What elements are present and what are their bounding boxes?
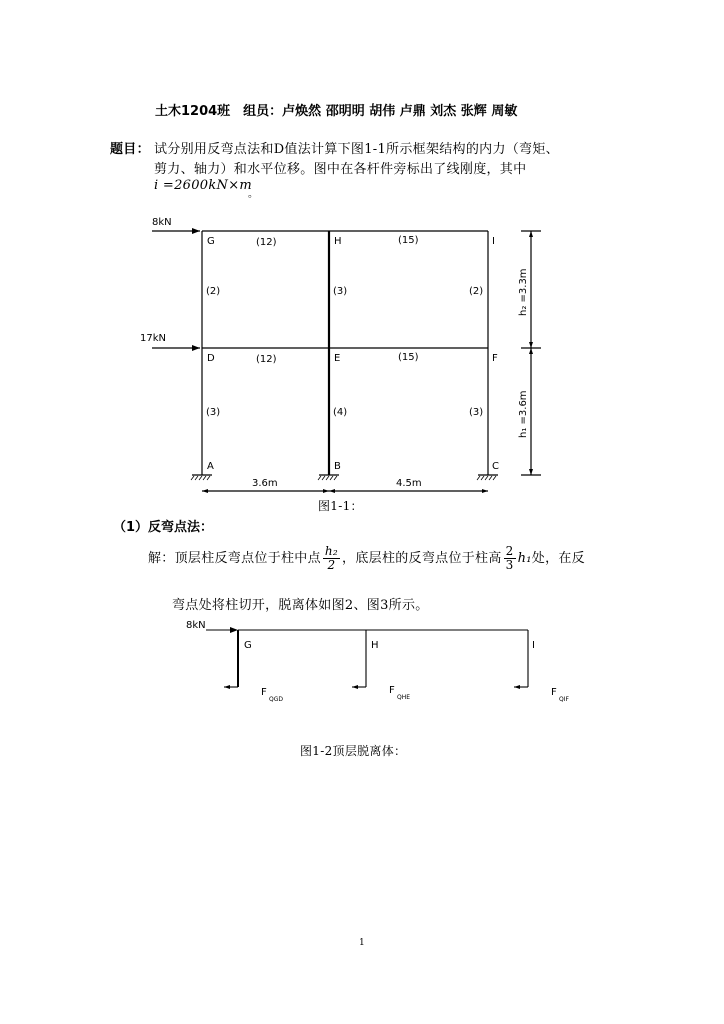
stiff-bot-col-left: (3) — [206, 407, 221, 418]
node-F: F — [492, 353, 498, 364]
stiff-bot-beam-left: (12) — [256, 354, 277, 365]
node-E: E — [334, 353, 341, 364]
stiff-bot-beam-right: (15) — [398, 352, 419, 363]
stiff-top-col-right: (2) — [469, 286, 484, 297]
node-D: D — [207, 353, 215, 364]
problem-line-1: 试分别用反弯点法和D值法计算下图1-1所示框架结构的内力（弯矩、 — [154, 142, 559, 157]
frac1-numerator: h₂ — [324, 544, 339, 558]
figure2-caption: 图1-2顶层脱离体： — [300, 744, 407, 758]
solution-line-1 — [148, 545, 585, 572]
stiff-top-beam-left: (12) — [256, 237, 277, 248]
frac2-numerator: 2 — [505, 544, 514, 558]
figure1-caption: 图1-1： — [318, 499, 363, 513]
problem-line-2: 剪力、轴力）和水平位移。图中在各杆件旁标出了线刚度，其中 — [154, 162, 527, 177]
problem-dot: 。 — [248, 189, 259, 200]
fraction-2-over-3 — [504, 545, 516, 572]
problem-label: 题目： — [110, 142, 150, 157]
node-H: H — [334, 236, 342, 247]
fbd-node-H: H — [371, 640, 379, 651]
fbd-force-3-sub: QIF — [559, 696, 569, 703]
span-right-label: 4.5m — [396, 478, 422, 489]
fbd-force-1: F — [261, 687, 267, 698]
header-title: 土木1204班 组员：卢焕然 邵明明 胡伟 卢鼎 刘杰 张辉 周敏 — [155, 104, 518, 119]
fraction-h2-over-2 — [323, 545, 340, 572]
height-bottom-label: h₁ =3.6m — [518, 390, 529, 438]
solution-h1: h₁ — [517, 551, 532, 566]
node-C: C — [492, 461, 499, 472]
stiff-bot-col-right: (3) — [469, 407, 484, 418]
fbd-load-label: 8kN — [186, 620, 206, 631]
load-top-label: 8kN — [152, 217, 172, 228]
load-mid-label: 17kN — [140, 333, 166, 344]
solution-line-2: 弯点处将柱切开，脱离体如图2、图3所示。 — [172, 598, 429, 613]
node-I: I — [492, 236, 495, 247]
node-A: A — [207, 461, 214, 472]
frac1-denominator: 2 — [327, 558, 336, 572]
section-title: （1）反弯点法： — [113, 520, 214, 535]
stiff-top-beam-right: (15) — [398, 235, 419, 246]
node-B: B — [334, 461, 341, 472]
fbd-force-1-sub: QGD — [269, 696, 283, 703]
fbd-force-3: F — [551, 687, 557, 698]
stiff-top-col-mid: (3) — [333, 286, 348, 297]
page-number: 1 — [359, 938, 365, 948]
frac2-denominator: 3 — [505, 558, 514, 572]
stiff-bot-col-mid: (4) — [333, 407, 348, 418]
problem-formula: i =2600kN×m — [154, 178, 253, 193]
fbd-node-I: I — [532, 640, 535, 651]
span-left-label: 3.6m — [252, 478, 278, 489]
node-G: G — [207, 236, 215, 247]
stiff-top-col-left: (2) — [206, 286, 221, 297]
fbd-node-G: G — [244, 640, 252, 651]
top-free-body-diagram — [180, 615, 580, 710]
fbd-force-2-sub: QHE — [397, 694, 411, 701]
frame-diagram — [140, 210, 560, 500]
height-top-label: h₂ =3.3m — [518, 268, 529, 316]
solution-text-c: 处，在反 — [531, 551, 585, 566]
solution-text-b: ，底层柱的反弯点位于柱高 — [342, 551, 502, 566]
fbd-force-2: F — [389, 685, 395, 696]
solution-text-a: 解：顶层柱反弯点位于柱中点 — [148, 551, 321, 566]
